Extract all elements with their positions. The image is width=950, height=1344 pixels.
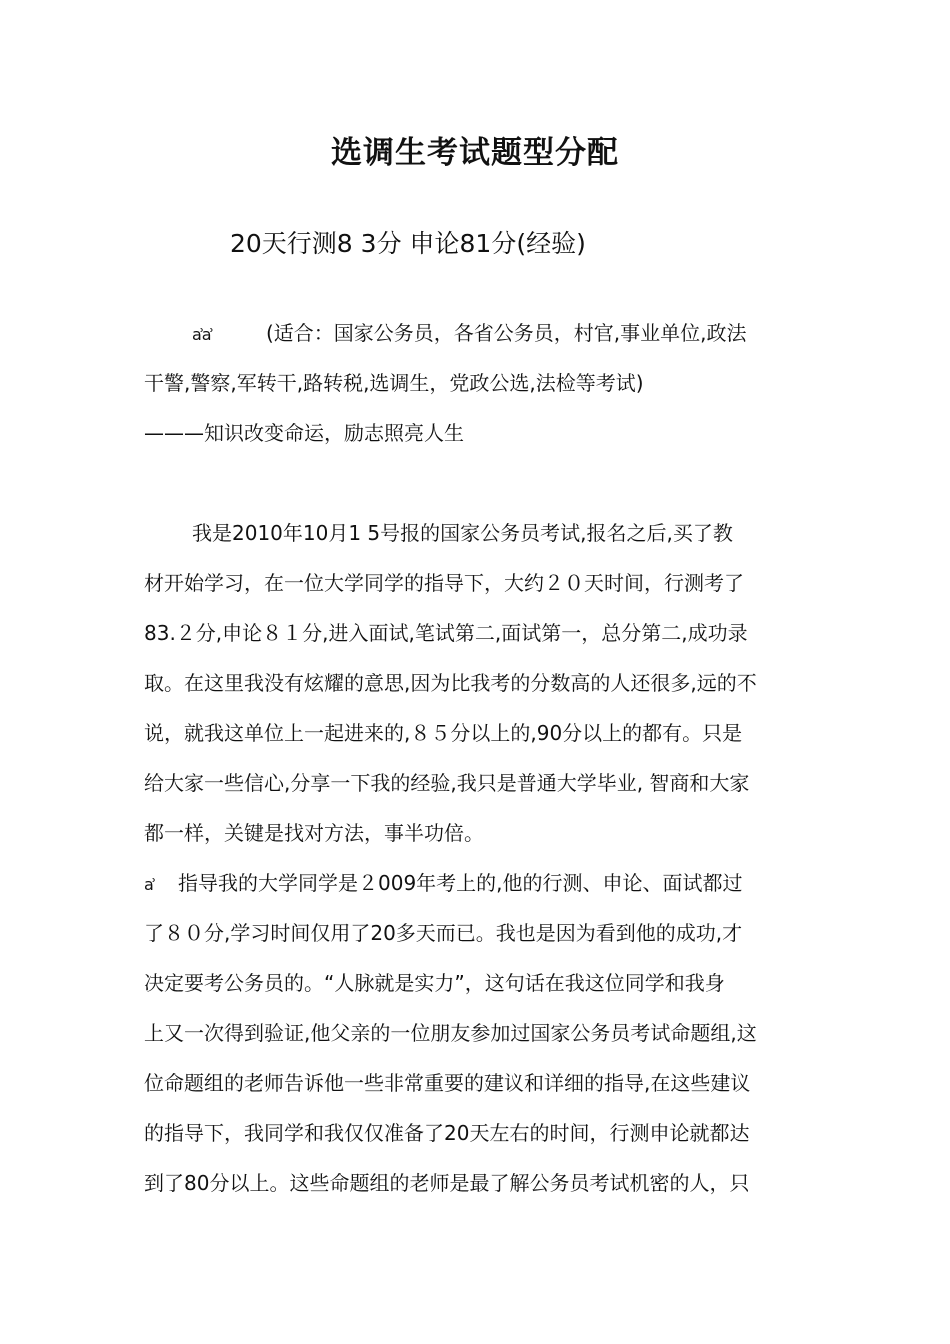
paragraph-line: 上又一次得到验证,他父亲的一位朋友参加过国家公务员考试命题组,这 [144,1021,757,1045]
paragraph-text: 指导我的大学同学是２009年考上的,他的行测、申论、面试都过 [178,871,743,895]
paragraph-text: 我是2010年10月1 5号报的国家公务员考试,报名之后,买了教 [192,521,733,545]
intro-line [144,308,809,358]
bullet-mark-icon: ẚẚ [192,325,212,344]
paragraph-line: 到了80分以上。这些命题组的老师是最了解公务员考试机密的人，只 [144,1171,750,1195]
paragraph-line: 的指导下，我同学和我仅仅准备了20天左右的时间，行测申论就都达 [144,1121,750,1145]
intro-line: ———知识改变命运，励志照亮人生 [144,421,464,445]
paragraph-line: 83.２分,申论８１分,进入面试,笔试第二,面试第一，总分第二,成功录 [144,621,748,645]
paragraph-two [144,858,809,1208]
paragraph-one [144,508,809,858]
document-subtitle: 20天行测8 3分 申论81分(经验) [230,229,586,258]
intro-block [144,308,809,458]
paragraph-line: 给大家一些信心,分享一下我的经验,我只是普通大学毕业, 智商和大家 [144,771,750,795]
document-title: 选调生考试题型分配 [331,135,619,171]
bullet-mark-icon: ẚ [144,875,154,894]
paragraph-line: 说，就我这单位上一起进来的,８５分以上的,90分以上的都有。只是 [144,721,743,745]
intro-text: (适合：国家公务员，各省公务员，村官,事业单位,政法 [266,321,747,345]
paragraph-line [144,858,809,908]
paragraph-line: 了８０分,学习时间仅用了20多天而已。我也是因为看到他的成功,才 [144,921,743,945]
paragraph-line: 都一样，关键是找对方法，事半功倍。 [144,821,484,845]
paragraph-line: 取。在这里我没有炫耀的意思,因为比我考的分数高的人还很多,远的不 [144,671,757,695]
paragraph-line: 材开始学习，在一位大学同学的指导下，大约２０天时间，行测考了 [144,571,744,595]
paragraph-line [144,508,809,558]
intro-line: 干警,警察,军转干,路转税,选调生，党政公选,法检等考试) [144,371,644,395]
paragraph-line: 决定要考公务员的。“人脉就是实力”，这句话在我这位同学和我身 [144,971,725,995]
paragraph-line: 位命题组的老师告诉他一些非常重要的建议和详细的指导,在这些建议 [144,1071,751,1095]
